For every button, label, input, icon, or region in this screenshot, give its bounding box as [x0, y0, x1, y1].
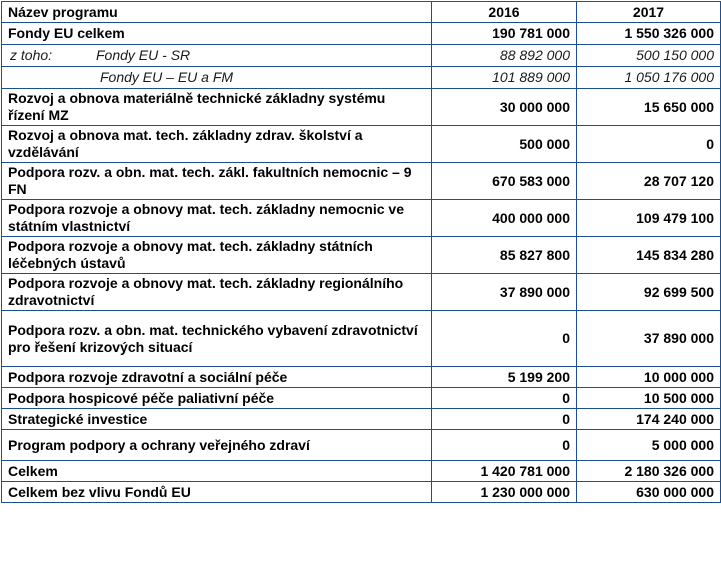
value-2017: 500 150 000 — [577, 45, 721, 67]
value-2016: 101 889 000 — [432, 67, 577, 89]
program-name: Podpora hospicové péče paliativní péče — [2, 388, 432, 409]
value-2016: 0 — [432, 409, 577, 430]
value-2016: 1 230 000 000 — [432, 482, 577, 503]
value-2017: 174 240 000 — [577, 409, 721, 430]
sub-prefix: z toho: — [10, 47, 53, 63]
program-name: Podpora rozv. a obn. mat. tech. zákl. fakultních nemocnic – 9 FN — [2, 163, 432, 200]
value-2017: 10 000 000 — [577, 367, 721, 388]
table-row — [2, 274, 721, 311]
value-2016: 5 199 200 — [432, 367, 577, 388]
value-2017: 1 550 326 000 — [577, 23, 721, 45]
table-row — [2, 430, 721, 461]
program-name: Podpora rozvoje a obnovy mat. tech. základny regionálního zdravotnictví — [2, 274, 432, 311]
header-row — [2, 2, 721, 23]
value-2017: 2 180 326 000 — [577, 461, 721, 482]
value-2017: 630 000 000 — [577, 482, 721, 503]
table-row — [2, 388, 721, 409]
value-2017: 28 707 120 — [577, 163, 721, 200]
table-row — [2, 311, 721, 367]
value-2016: 500 000 — [432, 126, 577, 163]
total-without-eu-row — [2, 482, 721, 503]
value-2016: 37 890 000 — [432, 274, 577, 311]
table-row — [2, 200, 721, 237]
value-2017: 10 500 000 — [577, 388, 721, 409]
table-row — [2, 163, 721, 200]
program-name — [2, 45, 432, 67]
table-row — [2, 89, 721, 126]
program-name: Strategické investice — [2, 409, 432, 430]
table-row-sub — [2, 67, 721, 89]
value-2017: 15 650 000 — [577, 89, 721, 126]
column-header-2016: 2016 — [432, 2, 577, 23]
program-name: Program podpory a ochrany veřejného zdraví — [2, 430, 432, 461]
value-2017: 1 050 176 000 — [577, 67, 721, 89]
table-row — [2, 367, 721, 388]
value-2016: 0 — [432, 430, 577, 461]
value-2017: 92 699 500 — [577, 274, 721, 311]
value-2016: 400 000 000 — [432, 200, 577, 237]
value-2016: 0 — [432, 388, 577, 409]
program-name: Fondy EU – EU a FM — [2, 67, 432, 89]
table-row — [2, 126, 721, 163]
program-name: Fondy EU celkem — [2, 23, 432, 45]
value-2016: 670 583 000 — [432, 163, 577, 200]
value-2017: 145 834 280 — [577, 237, 721, 274]
program-name: Podpora rozvoje zdravotní a sociální péče — [2, 367, 432, 388]
value-2016: 190 781 000 — [432, 23, 577, 45]
value-2016: 30 000 000 — [432, 89, 577, 126]
column-header-2017: 2017 — [577, 2, 721, 23]
total-row — [2, 461, 721, 482]
budget-table — [1, 1, 721, 503]
program-name: Podpora rozvoje a obnovy mat. tech. základny nemocnic ve státním vlastnictví — [2, 200, 432, 237]
table-row — [2, 237, 721, 274]
program-name: Podpora rozv. a obn. mat. technického vybavení zdravotnictví pro řešení krizových situací — [2, 311, 432, 367]
program-name: Rozvoj a obnova materiálně technické základny systému řízení MZ — [2, 89, 432, 126]
program-name: Rozvoj a obnova mat. tech. základny zdrav. školství a vzdělávání — [2, 126, 432, 163]
column-header-name: Název programu — [2, 2, 432, 23]
program-name: Podpora rozvoje a obnovy mat. tech. základny státních léčebných ústavů — [2, 237, 432, 274]
program-name: Celkem — [2, 461, 432, 482]
value-2017: 109 479 100 — [577, 200, 721, 237]
value-2016: 88 892 000 — [432, 45, 577, 67]
value-2017: 5 000 000 — [577, 430, 721, 461]
value-2017: 0 — [577, 126, 721, 163]
value-2016: 1 420 781 000 — [432, 461, 577, 482]
table-row — [2, 409, 721, 430]
value-2017: 37 890 000 — [577, 311, 721, 367]
table-row — [2, 23, 721, 45]
sub-name: Fondy EU - SR — [96, 47, 191, 63]
value-2016: 85 827 800 — [432, 237, 577, 274]
value-2016: 0 — [432, 311, 577, 367]
table-row-sub — [2, 45, 721, 67]
program-name: Celkem bez vlivu Fondů EU — [2, 482, 432, 503]
